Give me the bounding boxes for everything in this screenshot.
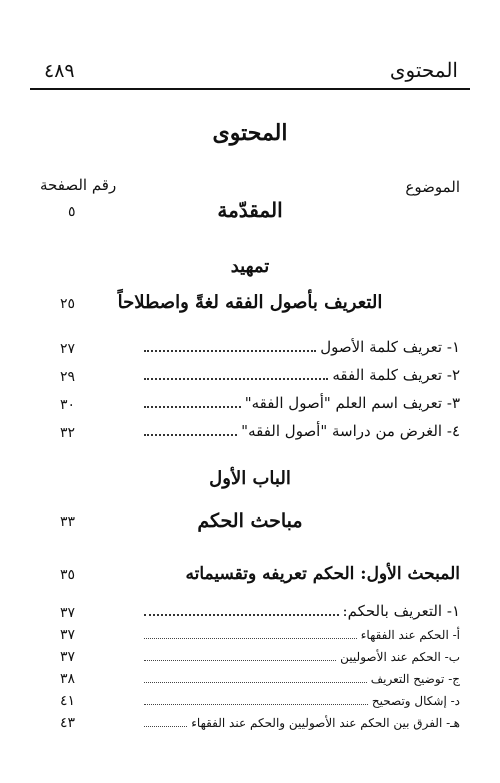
- leader-dots: [144, 682, 367, 683]
- toc-entry-text: ب- الحكم عند الأصوليين: [340, 650, 460, 664]
- toc-subentry: [140, 628, 460, 643]
- leader-dots: [144, 378, 328, 380]
- column-header-topic: الموضوع: [405, 178, 460, 196]
- running-header-title: المحتوى: [389, 58, 458, 82]
- leader-dots: [144, 434, 237, 436]
- toc-entry: [140, 394, 460, 412]
- toc-entry: [140, 602, 460, 620]
- toc-entry-page: ٣٠: [60, 397, 76, 413]
- toc-entry-text: د- إشكال وتصحيح: [371, 694, 460, 708]
- section-one-page: ٣٥: [60, 567, 76, 583]
- running-header-page-number: ٤٨٩: [44, 60, 75, 82]
- toc-entry-text: ٢- تعريف كلمة الفقه: [332, 366, 460, 384]
- toc-entry-page: ٣٨: [60, 671, 76, 687]
- toc-entry: [140, 422, 460, 440]
- tamhid-heading: تمهيد: [230, 256, 270, 277]
- leader-dots: [144, 614, 339, 616]
- toc-entry-page: ٣٧: [60, 649, 76, 665]
- toc-entry-text: ١- التعريف بالحكم:: [342, 602, 460, 620]
- chapter-one-heading: الباب الأول: [209, 468, 291, 489]
- leader-dots: [144, 726, 187, 727]
- hukm-page: ٣٣: [60, 514, 76, 530]
- definition-heading: التعريف بأصول الفقه لغةً واصطلاحاً: [117, 292, 383, 313]
- intro-page: ٥: [68, 204, 76, 220]
- header-rule: [30, 88, 470, 90]
- intro-heading: المقدّمة: [217, 198, 283, 222]
- toc-subentry: [140, 716, 460, 731]
- toc-entry: [140, 366, 460, 384]
- hukm-heading: مباحث الحكم: [197, 510, 303, 532]
- toc-entry-text: ٤- الغرض من دراسة "أصول الفقه": [241, 422, 460, 440]
- toc-entry-text: ١- تعريف كلمة الأصول: [320, 338, 460, 356]
- leader-dots: [144, 660, 336, 661]
- leader-dots: [144, 704, 368, 705]
- toc-entry-page: ٣٧: [60, 605, 76, 621]
- toc-subentry: [140, 694, 460, 709]
- leader-dots: [144, 350, 316, 352]
- toc-subentry: [140, 650, 460, 665]
- definition-page: ٢٥: [60, 296, 76, 312]
- toc-entry-text: ج- توضيح التعريف: [370, 672, 460, 686]
- toc-entry-page: ٣٧: [60, 627, 76, 643]
- leader-dots: [144, 638, 357, 639]
- toc-subentry: [140, 672, 460, 687]
- contents-title: المحتوى: [212, 120, 288, 146]
- toc-entry-page: ٤٣: [60, 715, 76, 731]
- toc-entry-text: ٣- تعريف اسم العلم "أصول الفقه": [244, 394, 460, 412]
- toc-entry-text: أ- الحكم عند الفقهاء: [360, 628, 460, 642]
- leader-dots: [144, 406, 241, 408]
- toc-entry-page: ٢٧: [60, 341, 76, 357]
- toc-entry-page: ٣٢: [60, 425, 76, 441]
- toc-entry-text: هـ- الفرق بين الحكم عند الأصوليين والحكم عند الفقهاء: [191, 716, 460, 730]
- toc-entry-page: ٤١: [60, 693, 76, 709]
- toc-entry: [140, 338, 460, 356]
- section-one-heading: المبحث الأول: الحكم تعريفه وتقسيماته: [185, 564, 460, 584]
- toc-entry-page: ٢٩: [60, 369, 76, 385]
- column-header-page: رقم الصفحة: [40, 176, 117, 194]
